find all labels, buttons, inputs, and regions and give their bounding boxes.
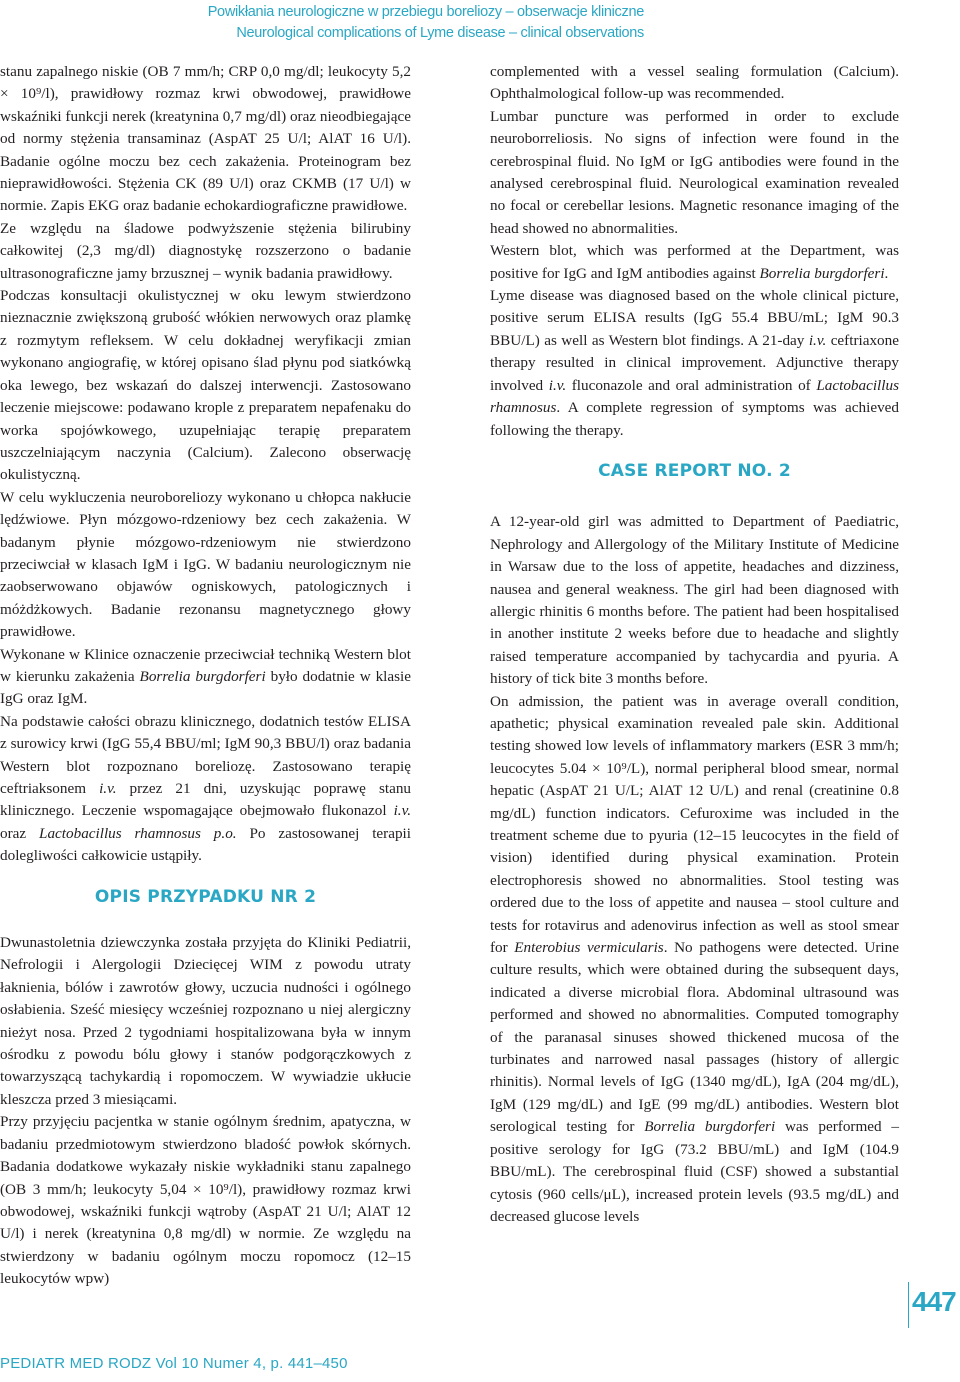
text-run: Western blot, which was performed at the Department, was positive for IgG and IgM antibodies against [490, 242, 899, 282]
paragraph: complemented with a vessel sealing formulation (Calcium). Ophthalmological follow-up was recommended. [490, 63, 899, 103]
italic-species-name: Borrelia burgdorferi [759, 264, 885, 282]
text-run: Na podstawie całości obrazu klinicznego, dodatnich testów ELISA z surowicy krwi (IgG 55,4 BBU/ml; IgM 90,3 BBU/l) oraz badania Western blot rozpoznano boreliozę. Zastosowano terapię ceftriaksonem [0, 712, 411, 797]
text-run: fluconazole and oral administration of [566, 376, 817, 394]
italic-species-name: Borrelia burgdorferi [139, 667, 266, 685]
right-column [490, 61, 899, 1228]
italic-abbrev: i.v. [393, 802, 411, 820]
section-heading: CASE REPORT NO. 2 [598, 460, 791, 481]
text-run: Lyme disease was diagnosed based on the whole clinical picture, positive serum ELISA results (IgG 55.4 BBU/mL; IgM 90.3 BBU/L) as well as Western blot findings. A 21-day [490, 287, 899, 349]
page-number-rule [908, 1282, 909, 1328]
paragraph [0, 711, 411, 868]
paragraph: A 12-year-old girl was admitted to Department of Paediatric, Nephrology and Allergology of the Military Institute of Medicine in Warsaw due to the loss of appetite, headaches and dizziness, nausea and general weakness. The girl had been diagnosed with allergic rhinitis 6 months before. The patient had been hospitalised in another institute 2 weeks before due to headache and slightly raised temperature accompanied by tachycardia and pyuria. A history of tick bite 3 months before. [490, 513, 899, 688]
paragraph: stanu zapalnego niskie (OB 7 mm/h; CRP 0,0 mg/dl; leukocyty 5,2 × 10⁹/l), prawidłowy rozmaz krwi obwodowej, prawidłowe wskaźniki funkcji nerek (kreatynina 0,7 mg/dl) oraz nieodbiegające od normy stężenia transaminaz (AspAT 25 U/l; AlAT 16 U/l). Badanie ogólne moczu bez cech zakażenia. Proteinogram bez nieprawidłowości. Stężenia CK (89 U/l) oraz CKMB (17 U/l) w normie. Zapis EKG oraz badanie echokardiograficzne prawidłowe. [0, 63, 411, 215]
paragraph [490, 285, 899, 442]
text-run: On admission, the patient was in average overall condition, apathetic; physical examination revealed pale skin. Additional testing showed low levels of inflammatory markers (ESR 3 mm/h; leucocytes 5.04 × 10⁹/L), normal peripheral blood smear, normal hepatic (AspAT 21 U/L; AlAT 12 U/L) and renal (creatinine 0.8 mg/dL) function indicators. Cefuroxime was included in the treatment scheme due to pyuria (12–15 leucocytes in the field of vision) identified during physical examination. Protein electrophoresis showed no abnormalities. Stool testing was ordered due to the loss of appetite and nausea – stool culture and tests for rotavirus and adenovirus infection as well as stool smear for [490, 692, 899, 957]
text-run: ceftriaxone therapy resulted in clinical improvement. Adjunctive therapy involved [490, 331, 899, 394]
paragraph: Ze względu na śladowe podwyższenie stężenia bilirubiny całkowitej (2,3 mg/dl) diagnostykę rozszerzono o badanie ultrasonograficzne jamy brzusznej – wynik badania prawidłowy. [0, 219, 411, 282]
page-number: 447 [912, 1286, 956, 1317]
header-title-pl: Powikłania neurologiczne w przebiegu boreliozy – obserwacje kliniczne [207, 4, 644, 20]
text-run: . [884, 264, 889, 282]
text-run: oraz [0, 824, 39, 842]
italic-abbrev: i.v. [99, 780, 117, 797]
text-run: było dodatnie w klasie IgG oraz IgM. [0, 667, 412, 708]
italic-species-name: Enterobius vermicularis [514, 939, 664, 957]
italic-species-name: Lactobacillus rhamnosus [490, 376, 899, 417]
running-header [84, 2, 644, 44]
text-run: was performed – positive serology for IgG (73.2 BBU/mL) and IgM (104.9 BBU/mL). The cerebrospinal fluid (CSF) showed a substantial cytosis (960 cells/μL), increased protein levels (93.5 mg/dL) and decreased glucose levels [490, 1118, 899, 1225]
paragraph: Lumbar puncture was performed in order to exclude neuroborreliosis. No signs of infection were found in the cerebrospinal fluid. No IgM or IgG antibodies were found in the analysed cerebrospinal fluid. Neurological examination revealed no focal or cerebellar lesions. Magnetic resonance imaging of the head showed no abnormalities. [490, 107, 899, 237]
paragraph: Dwunastoletnia dziewczynka została przyjęta do Kliniki Pediatrii, Nefrologii i Alergologii Dziecięcej WIM z powodu utraty łaknienia, bólów i zawrotów głowy, uczucia nudności i ogólnego osłabienia. Sześć miesięcy wcześniej rozpoznano u niej alergiczny nieżyt nosa. Przed 2 tygodniami hospitalizowana była w innym ośrodku z powodu bólu głowy i stanów podgorączkowych z towarzyszącą tachykardią i ropomoczem. W wywiadzie ukłucie kleszcza przed 3 miesiącami. [0, 934, 411, 1108]
text-run: Po zastosowanej terapii dolegliwości całkowicie ustąpiły. [0, 824, 411, 865]
text-run: Wykonane w Klinice oznaczenie przeciwciał techniką Western blot w kierunku zakażenia [0, 645, 411, 685]
journal-footer: PEDIATR MED RODZ Vol 10 Numer 4, p. 441–450 [0, 1355, 348, 1372]
paragraph: W celu wykluczenia neuroboreliozy wykonano u chłopca nakłucie lędźwiowe. Płyn mózgowo-rdzeniowy bez cech zakażenia. W badanym płynie mózgowo-rdzeniowym nie stwierdzono przeciwciał w klasach IgM i IgG. W badaniu neurologicznym nie zaobserwowano objawów ogniskowych, patologicznych i móżdżkowych. Badanie rezonansu magnetycznego głowy prawidłowe. [0, 488, 411, 641]
paragraph [490, 691, 899, 1229]
italic-abbrev: i.v. [808, 331, 827, 349]
header-title-en: Neurological complications of Lyme disease – clinical observations [236, 25, 644, 41]
paragraph [490, 240, 899, 285]
text-run: przez 21 dni, uzyskując poprawę stanu klinicznego. Leczenie wspomagające obejmowało flukonazol [0, 780, 412, 820]
italic-species-name: Lactobacillus rhamnosus p.o. [39, 824, 237, 842]
paragraph [0, 644, 411, 711]
italic-abbrev: i.v. [548, 376, 567, 394]
left-column [0, 61, 411, 1291]
paragraph: Przy przyjęciu pacjentka w stanie ogólnym średnim, apatyczna, w badaniu przedmiotowym stwierdzono bladość powłok skórnych. Badania dodatkowe wykazały niskie wykładniki stanu zapalnego (OB 3 mm/h; leukocyty 5,04 × 10⁹/l), prawidłowy rozmaz krwi obwodowej, wskaźniki funkcji wątroby (AspAT 21 U/l; AlAT 12 U/l) i nerek (kreatynina 0,8 mg/dl) w normie. Ze względu na stwierdzony w badaniu ogólnym moczu ropomocz (12–15 leukocytów wpw) [0, 1113, 411, 1288]
text-run: . No pathogens were detected. Urine culture results, which were obtained during the subsequent days, indicated a diverse microbial flora. Abdominal ultrasound was performed and showed no abnormalities. Computed tomography of the paranasal sinuses showed thickened mucosa of the turbinates and narrowed nasal passages (history of allergic rhinitis). Normal levels of IgG (1340 mg/dL), IgA (204 mg/dL), IgM (129 mg/dL) and IgE (99 mg/dL) antibodies. Western blot serological testing for [490, 939, 899, 1136]
italic-species-name: Borrelia burgdorferi [644, 1118, 776, 1136]
text-run: . A complete regression of symptoms was achieved following the therapy. [490, 399, 899, 439]
paragraph: Podczas konsultacji okulistycznej w oku lewym stwierdzono nieznacznie zwiększoną grubość włókien nerwowych oraz plamkę z rozmytym refleksem. W celu dokładnej weryfikacji zmian wykonano angiografię, w której opisano ślad płynu pod siatkówką oka lewego, bez wskazań do dalszej interwencji. Zastosowano leczenie miejscowe: podawano krople z preparatem nepafenaku do worka spojówkowego, uzupełniając terapię preparatem uszczelniającym naczynia (Calcium). Zalecono obserwację okulistyczną. [0, 287, 411, 484]
section-heading: OPIS PRZYPADKU NR 2 [94, 886, 317, 907]
